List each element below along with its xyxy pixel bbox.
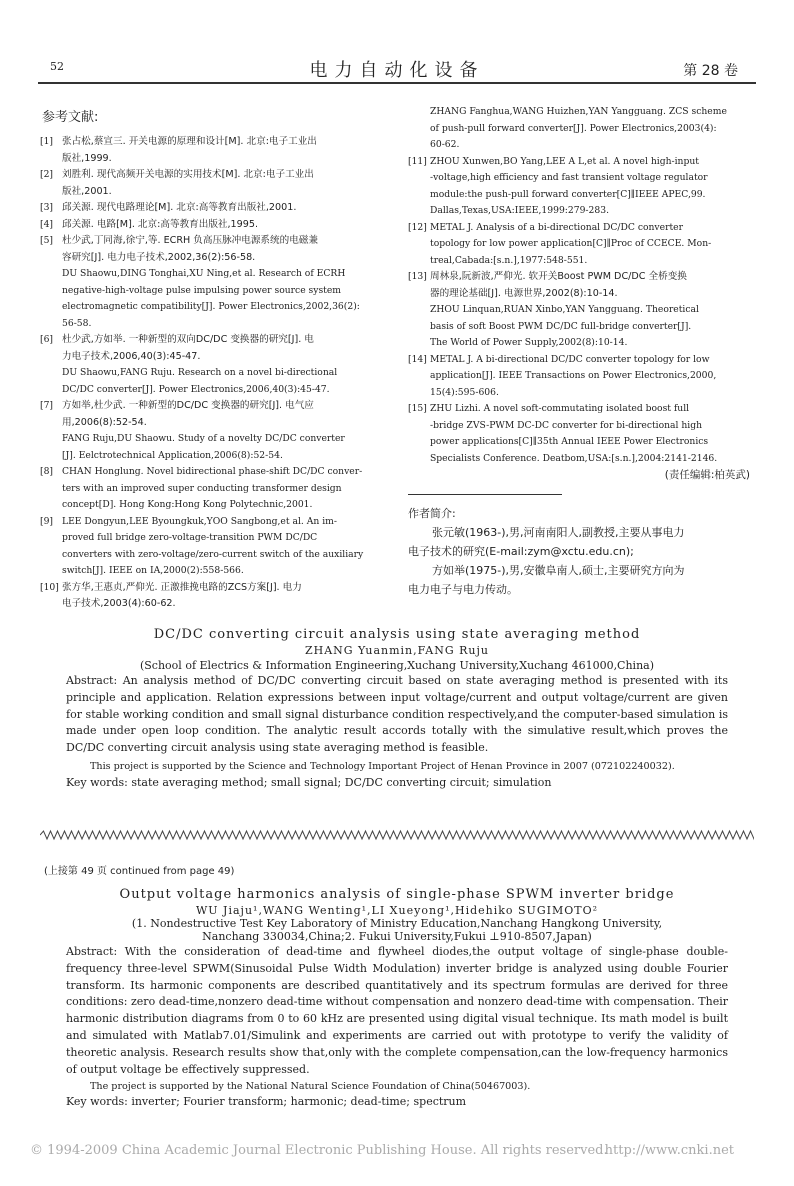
reference-line: DC/DC converter[J]. Power Electronics,2006,40(3):45-47. — [62, 383, 330, 395]
reference-line: ZHOU Xunwen,BO Yang,LEE A L,et al. A novel high-input — [430, 155, 699, 167]
reference-line: CHAN Honglung. Novel bidirectional phase-shift DC/DC conver- — [62, 466, 363, 477]
reference-text — [62, 514, 382, 580]
reference-line: 邱关源. 现代电路理论[M]. 北京:高等教育出版社,2001. — [62, 202, 297, 213]
reference-text — [430, 269, 750, 352]
article-2-abstract — [66, 887, 728, 1108]
reference-text — [62, 167, 382, 200]
reference-text — [62, 464, 382, 514]
reference-line: 容研究[J]. 电力电子技术,2002,36(2):56-58. — [62, 251, 256, 263]
reference-line: 用,2006(8):52-54. — [62, 416, 147, 428]
continued-note: (上接第 49 页 continued from page 49) — [44, 866, 235, 877]
article-2-title: Output voltage harmonics analysis of single-phase SPWM inverter bridge — [119, 887, 675, 902]
header-rule — [38, 82, 756, 84]
reference-text — [62, 332, 382, 398]
reference-line: Specialists Conference. Deatbom,USA:[s.n.],2004:2141-2146. — [430, 452, 718, 464]
reference-line: 版社,2001. — [62, 185, 112, 197]
affiliation-line: (1. Nondestructive Test Key Laboratory of Ministry Education,Nanchang Hangkong University, — [131, 917, 663, 930]
reference-line: -voltage,high efficiency and fast transient voltage regulator — [430, 172, 708, 183]
reference-line: LEE Dongyun,LEE Byoungkuk,YOO Sangbong,et al. An im- — [62, 515, 337, 527]
reference-text — [62, 580, 382, 613]
reference-text — [62, 134, 382, 167]
reference-number: [10] — [40, 581, 59, 593]
reference-number: [5] — [40, 235, 54, 246]
reference-text — [430, 401, 750, 467]
reference-number: [2] — [40, 169, 54, 180]
journal-title: 电力自动化设备 — [309, 60, 485, 81]
references-left-column — [40, 134, 382, 613]
reference-line: application[J]. IEEE Transactions on Power Electronics,2000, — [430, 370, 717, 381]
reference-entry — [40, 332, 382, 398]
reference-line: proved full bridge zero-voltage-transition PWM DC/DC — [62, 532, 318, 543]
reference-line: 刘胜利. 现代高频开关电源的实用技术[M]. 北京:电子工业出 — [62, 169, 314, 180]
reference-line: [J]. Eelctrotechnical Application,2006(8):52-54. — [62, 449, 283, 461]
reference-text — [430, 104, 750, 154]
reference-line: DU Shaowu,FANG Ruju. Research on a novel bi-directional — [62, 367, 338, 378]
reference-line: 张占松,蔡宣三. 开关电源的原理和设计[M]. 北京:电子工业出 — [62, 136, 317, 147]
reference-entry — [40, 134, 382, 167]
reference-line: 杜少武,方如举. 一种新型的双向DC/DC 变换器的研究[J]. 电 — [62, 334, 314, 345]
article-2-project: The project is supported by the National Natural Science Foundation of China(50467003). — [90, 1081, 531, 1093]
reference-entry — [40, 167, 382, 200]
reference-line: switch[J]. IEEE on IA,2000(2):558-566. — [62, 565, 244, 576]
author-1-line: 张元敏(1963-),男,河南南阳人,副教授,主要从事电力 — [432, 526, 685, 539]
article-1-keywords: Key words: state averaging method; small signal; DC/DC converting circuit; simulation — [66, 775, 552, 789]
reference-number: [6] — [40, 334, 54, 345]
affiliation-line: Nanchang 330034,China;2. Fukui University,Fukui ⊥910-8507,Japan) — [202, 930, 592, 943]
references-heading: 参考文献: — [42, 110, 99, 125]
author-1-bio — [408, 523, 754, 561]
reference-entry — [40, 200, 382, 217]
responsible-editor: (责任编辑:柏英武) — [664, 469, 750, 481]
reference-line: topology for low power application[C]∥Proc of CCECE. Mon- — [430, 238, 712, 249]
article-1-title: DC/DC converting circuit analysis using state averaging method — [153, 627, 641, 642]
reference-line: 56-58. — [62, 317, 92, 329]
reference-line: converters with zero-voltage/zero-current switch of the auxiliary — [62, 548, 364, 560]
article-1-project: This project is supported by the Science and Technology Important Project of Henan Province in 2007 (072102240032). — [90, 760, 675, 772]
reference-number: [12] — [408, 221, 427, 233]
reference-line: 张方华,王惠贞,严仰光. 正激推挽电路的ZCS方案[J]. 电力 — [62, 581, 302, 593]
reference-number — [408, 104, 430, 154]
reference-line: 力电子技术,2006,40(3):45-47. — [62, 350, 201, 362]
reference-entry — [408, 269, 750, 352]
reference-entry — [408, 104, 750, 154]
reference-text — [430, 352, 750, 402]
article-2-authors: WU Jiaju¹,WANG Wenting¹,LI Xueyong¹,Hidehiko SUGIMOTO² — [195, 904, 599, 917]
reference-line: 版社,1999. — [62, 152, 112, 164]
reference-number: [13] — [408, 271, 427, 282]
article-1-abstract-text: Abstract: An analysis method of DC/DC converting circuit based on state averaging method is presented with its principle and application. Relation expressions between input voltage/current and output voltage/current are given for stable working condition and small signal disturbance condition respectively,and the computer-based simulation is made under open loop condition. The analytic result accords totally with the simulative result,which proves the DC/DC converting circuit analysis using state averaging method is feasible. — [66, 674, 728, 755]
reference-line: concept[D]. Hong Kong:Hong Kong Polytechnic,2001. — [62, 499, 313, 510]
reference-line: 60-62. — [430, 139, 460, 150]
reference-text — [62, 398, 382, 464]
reference-line: 器的理论基础[J]. 电源世界,2002(8):10-14. — [430, 287, 618, 299]
author-2-line: 电力电子与电力传动。 — [408, 583, 518, 596]
reference-line: ZHANG Fanghua,WANG Huizhen,YAN Yangguang. ZCS scheme — [430, 106, 727, 117]
volume-label: 第 28 卷 — [683, 63, 738, 79]
reference-line: 电子技术,2003(4):60-62. — [62, 598, 176, 609]
author-1-line: 电子技术的研究(E-mail:zym@xctu.edu.cn); — [408, 545, 634, 558]
reference-number: [7] — [40, 400, 54, 411]
author-intro — [408, 504, 754, 599]
reference-text — [430, 220, 750, 270]
reference-line: basis of soft Boost PWM DC/DC full-bridge converter[J]. — [430, 320, 692, 332]
reference-line: ZHU Lizhi. A novel soft-commutating isolated boost full — [430, 403, 690, 414]
reference-entry — [408, 220, 750, 270]
reference-entry — [40, 398, 382, 464]
reference-entry — [40, 464, 382, 514]
page-number: 52 — [50, 60, 64, 73]
reference-line: power applications[C]∥35th Annual IEEE Power Electronics — [430, 436, 709, 447]
reference-number: [4] — [40, 218, 54, 230]
reference-line: ZHOU Linquan,RUAN Xinbo,YAN Yangguang. Theoretical — [430, 304, 699, 315]
reference-line: negative-high-voltage pulse impulsing power source system — [62, 284, 342, 296]
reference-line: DU Shaowu,DING Tonghai,XU Ning,et al. Research of ECRH — [62, 268, 346, 279]
reference-entry — [408, 352, 750, 402]
reference-number: [9] — [40, 515, 54, 527]
reference-entry — [40, 217, 382, 234]
reference-entry — [40, 233, 382, 332]
article-1-affiliation: (School of Electrics & Information Engineering,Xuchang University,Xuchang 461000,China) — [139, 659, 655, 672]
author-2-line: 方如举(1975-),男,安徽阜南人,硕士,主要研究方向为 — [432, 564, 685, 577]
reference-entry — [40, 580, 382, 613]
reference-line: treal,Cabada:[s.n.],1977:548-551. — [430, 254, 588, 266]
reference-line: 方如举,杜少武. 一种新型的DC/DC 变换器的研究[J]. 电气应 — [62, 400, 314, 411]
reference-entry — [40, 514, 382, 580]
reference-number: [15] — [408, 403, 427, 414]
reference-line: FANG Ruju,DU Shaowu. Study of a novelty DC/DC converter — [62, 433, 345, 444]
reference-number: [14] — [408, 353, 427, 365]
reference-line: module:the push-pull forward converter[C]∥IEEE APEC,99. — [430, 188, 706, 200]
copyright-text: © 1994-2009 China Academic Journal Electronic Publishing House. All rights reserved. — [30, 1143, 608, 1158]
reference-entry — [408, 401, 750, 467]
reference-line: The World of Power Supply,2002(8):10-14. — [430, 337, 628, 348]
page-footer — [30, 1143, 734, 1158]
references-right-column — [408, 104, 750, 484]
reference-line: -bridge ZVS-PWM DC-DC converter for bi-directional high — [430, 419, 703, 431]
reference-text — [62, 217, 382, 234]
reference-line: electromagnetic compatibility[J]. Power Electronics,2002,36(2): — [62, 301, 360, 312]
reference-text — [62, 233, 382, 332]
reference-text — [62, 200, 382, 217]
reference-line: of push-pull forward converter[J]. Power Electronics,2003(4): — [430, 122, 717, 134]
article-2-affiliation — [66, 917, 728, 943]
cnki-url[interactable]: http://www.cnki.net — [604, 1143, 734, 1158]
reference-line: ters with an improved super conducting transformer design — [62, 482, 342, 494]
reference-line: METAL J. A bi-directional DC/DC converter topology for low — [430, 353, 710, 365]
reference-number: [1] — [40, 136, 54, 147]
reference-line: 杜少武,丁同海,徐宁,等. ECRH 负高压脉冲电源系统的电磁兼 — [62, 235, 318, 246]
reference-line: 邱关源. 电路[M]. 北京:高等教育出版社,1995. — [62, 218, 259, 230]
reference-number: [3] — [40, 202, 54, 213]
article-1-authors: ZHANG Yuanmin,FANG Ruju — [304, 644, 490, 657]
author-2-bio — [408, 561, 754, 599]
reference-line: METAL J. Analysis of a bi-directional DC/DC converter — [430, 221, 683, 233]
zigzag-separator — [40, 829, 754, 841]
reference-number: [11] — [408, 155, 427, 167]
article-2-abstract-text: Abstract: With the consideration of dead-time and flywheel diodes,the output voltage of single-phase double-frequency three-level SPWM(Sinusoidal Pulse Width Modulation) inverter bridge is analyzed using double Fourier transform. Its harmonic components are described quantitatively and its spectrum formulas are derived for three conditions: zero dead-time,nonzero dead-time without compensation and nonzero dead-time with compensation. Their harmonic distribution diagrams from 0 to 60 kHz are presented using digital visual technique. Its math model is built and simulated with Matlab7.01/Simulink and experiments are carried out with prototype to verify the validity of theoretic analysis. Research results show that,only with the complete compensation,can the low-frequency harmonics of output voltage be effectively suppressed. — [66, 945, 728, 1076]
reference-line: 周林泉,阮新波,严仰光. 软开关Boost PWM DC/DC 全桥变换 — [430, 271, 687, 282]
article-2-keywords: Key words: inverter; Fourier transform; harmonic; dead-time; spectrum — [66, 1095, 467, 1109]
reference-entry — [408, 154, 750, 220]
author-divider — [408, 494, 562, 495]
reference-text — [430, 154, 750, 220]
author-intro-heading: 作者简介: — [408, 507, 456, 520]
reference-line: Dallas,Texas,USA:IEEE,1999:279-283. — [430, 205, 609, 216]
article-1-abstract — [66, 627, 728, 789]
reference-number: [8] — [40, 466, 54, 477]
reference-line: 15(4):595-606. — [430, 386, 499, 398]
